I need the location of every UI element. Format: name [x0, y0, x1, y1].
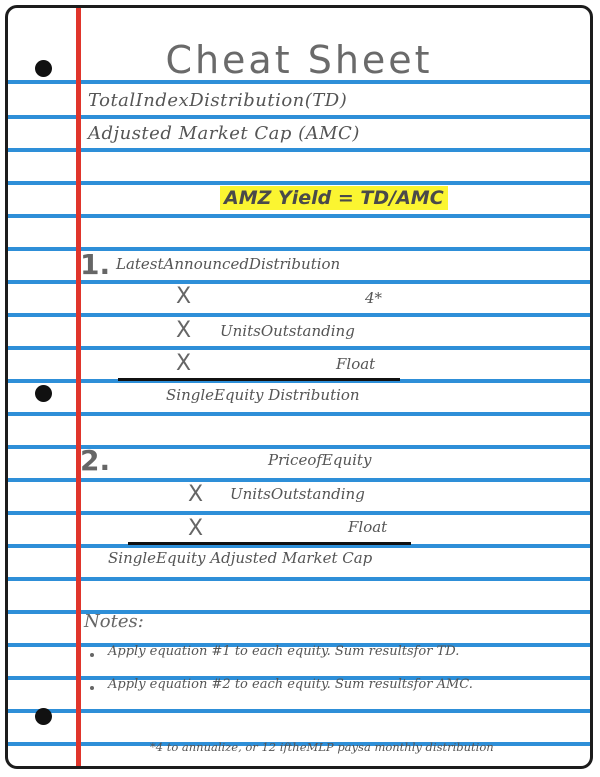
- eq2-float: Float: [348, 518, 388, 536]
- multiply-symbol: X: [188, 516, 204, 541]
- ruled-line: [8, 709, 590, 713]
- multiply-symbol: X: [176, 351, 192, 376]
- ruled-line: [8, 181, 590, 185]
- eq1-float: Float: [336, 355, 376, 373]
- eq2-price-of-equity: PriceofEquity: [268, 451, 372, 469]
- ruled-line: [8, 511, 590, 515]
- ruled-line: [8, 346, 590, 350]
- ruled-line: [8, 148, 590, 152]
- notes-heading: Notes:: [84, 611, 144, 632]
- page-title: Cheat Sheet: [165, 38, 433, 82]
- margin-line: [76, 8, 81, 766]
- eq1-latest-distribution: LatestAnnouncedDistribution: [116, 255, 341, 273]
- eq1-result-line: [118, 378, 400, 381]
- definition-amc: Adjusted Market Cap (AMC): [88, 123, 360, 144]
- binder-hole: [35, 708, 52, 725]
- ruled-line: [8, 214, 590, 218]
- bullet-icon: [90, 686, 94, 690]
- multiply-symbol: X: [188, 482, 204, 507]
- eq2-result-line: [128, 542, 411, 545]
- equation-2-number: 2.: [80, 444, 111, 477]
- footnote: *4 to annualize, or 12 iftheMLP paysa monthly distribution: [150, 740, 494, 754]
- ruled-line: [8, 577, 590, 581]
- eq1-units-outstanding: UnitsOutstanding: [220, 322, 355, 340]
- note-item: Apply equation #2 to each equity. Sum resultsfor AMC.: [108, 677, 473, 692]
- bullet-icon: [90, 653, 94, 657]
- equation-1-number: 1.: [80, 248, 111, 281]
- notebook-page: [5, 5, 593, 769]
- ruled-line: [8, 313, 590, 317]
- definition-td: TotalIndexDistribution(TD): [88, 90, 348, 111]
- ruled-line: [8, 412, 590, 416]
- multiply-symbol: X: [176, 284, 192, 309]
- ruled-line: [8, 478, 590, 482]
- binder-hole: [35, 385, 52, 402]
- ruled-line: [8, 115, 590, 119]
- multiply-symbol: X: [176, 318, 192, 343]
- eq2-result: SingleEquity Adjusted Market Cap: [108, 549, 373, 567]
- yield-formula: AMZ Yield = TD/AMC: [220, 186, 448, 210]
- note-item: Apply equation #1 to each equity. Sum resultsfor TD.: [108, 644, 460, 659]
- eq2-units-outstanding: UnitsOutstanding: [230, 485, 365, 503]
- eq1-annualize-factor: 4*: [365, 289, 383, 307]
- eq1-result: SingleEquity Distribution: [166, 386, 360, 404]
